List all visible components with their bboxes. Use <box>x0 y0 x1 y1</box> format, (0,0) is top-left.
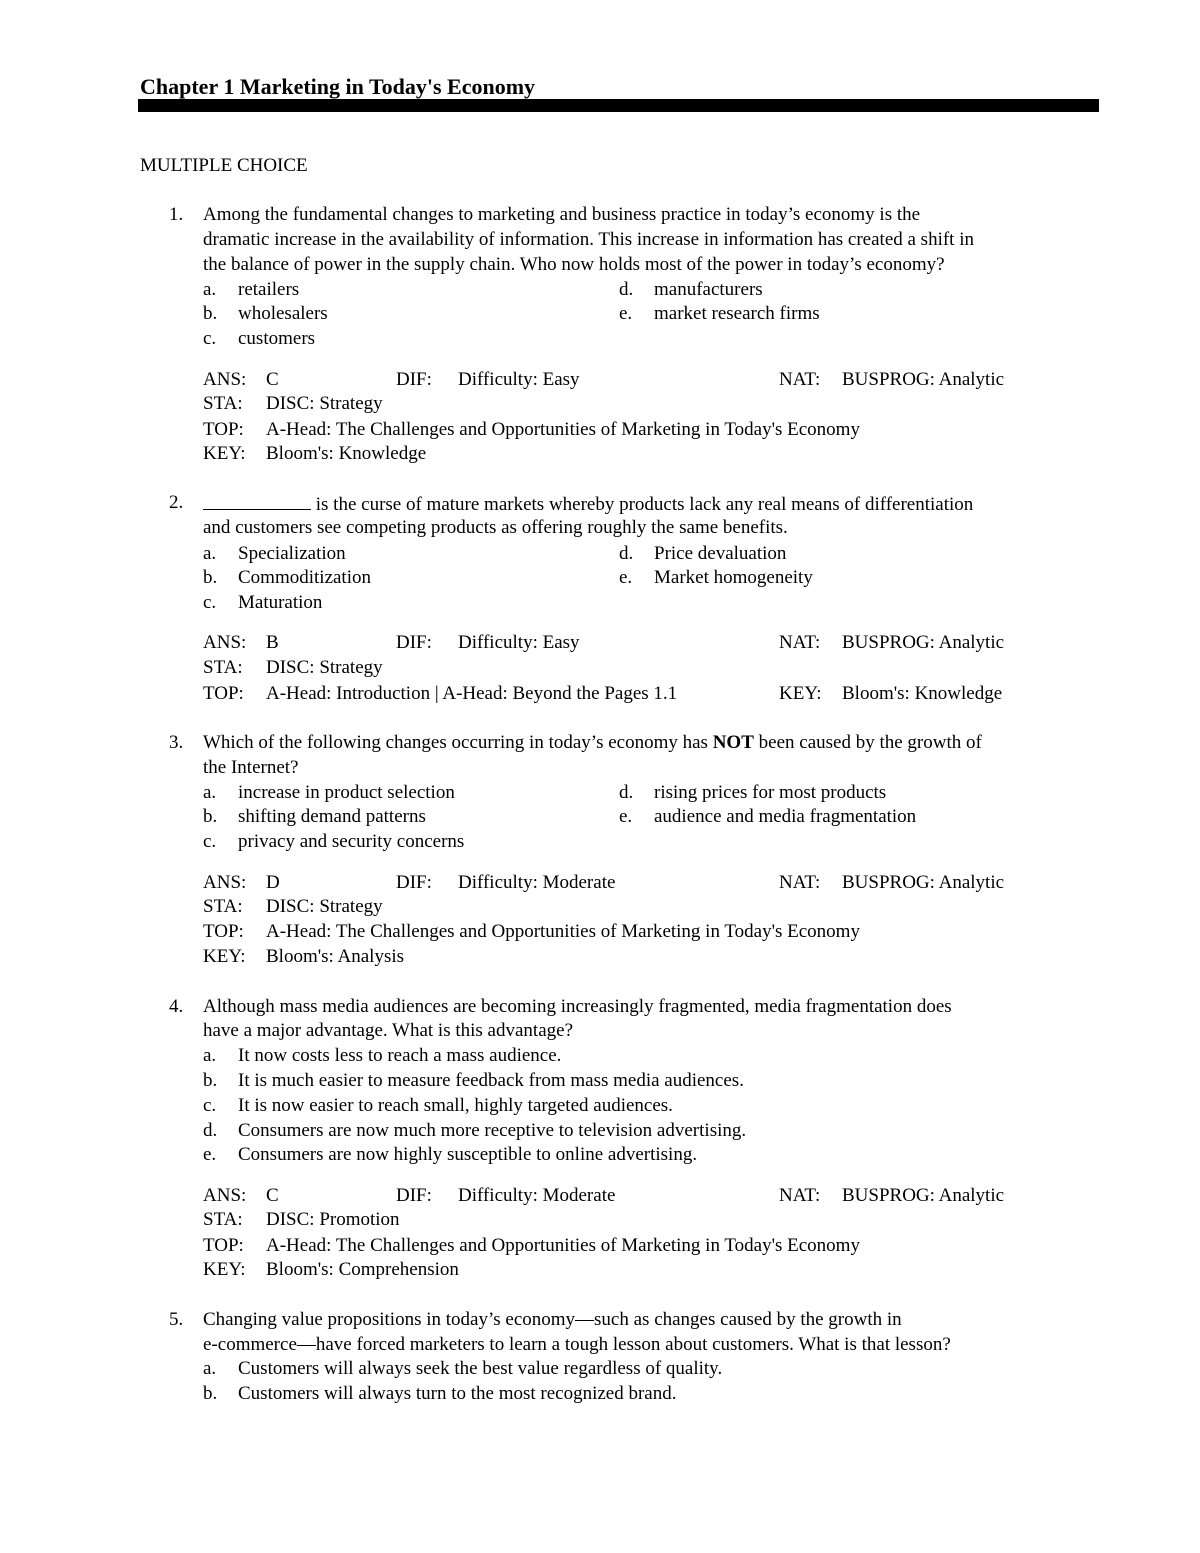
topic-label: TOP: <box>203 419 244 440</box>
option-text: Price devaluation <box>654 543 787 564</box>
nat-label: NAT: <box>779 632 821 653</box>
key-value: Bloom's: Knowledge <box>842 683 1003 704</box>
option-letter: b. <box>203 303 218 324</box>
option-b <box>203 1382 677 1406</box>
option-c <box>203 327 315 351</box>
question-text-line: dramatic increase in the availability of information. This increase in information has created a shift in <box>203 229 974 250</box>
option-text: retailers <box>238 279 300 300</box>
option-a <box>203 781 455 805</box>
option-c <box>203 830 464 854</box>
option-b <box>203 805 426 829</box>
sta-value: DISC: Promotion <box>266 1209 400 1230</box>
option-letter: b. <box>203 567 218 588</box>
key-label: KEY: <box>203 443 246 464</box>
question-text-line: have a major advantage. What is this advantage? <box>203 1020 573 1041</box>
question-text-line: Although mass media audiences are becoming increasingly fragmented, media fragmentation does <box>203 996 952 1017</box>
option-text: audience and media fragmentation <box>654 806 917 827</box>
option-letter: c. <box>203 592 217 613</box>
option-letter: a. <box>203 782 217 803</box>
difficulty-value: Difficulty: Easy <box>458 369 580 390</box>
difficulty-label: DIF: <box>396 872 432 893</box>
nat-label: NAT: <box>779 1185 821 1206</box>
difficulty-value: Difficulty: Moderate <box>458 872 616 893</box>
option-letter: e. <box>619 303 633 324</box>
topic-value: A-Head: The Challenges and Opportunities of Marketing in Today's Economy <box>266 921 860 942</box>
option-text: It now costs less to reach a mass audience. <box>238 1045 562 1066</box>
nat-value: BUSPROG: Analytic <box>842 1185 1005 1206</box>
sta-value: DISC: Strategy <box>266 896 383 917</box>
question-text-line <box>203 491 973 517</box>
option-text: manufacturers <box>654 279 763 300</box>
topic-label: TOP: <box>203 1235 244 1256</box>
key-label: KEY: <box>203 1259 246 1280</box>
sta-label: STA: <box>203 657 243 678</box>
answer-value: D <box>266 872 280 893</box>
option-d <box>203 1119 746 1143</box>
option-a <box>203 1044 561 1068</box>
title-rule <box>138 99 1099 112</box>
option-letter: e. <box>619 806 633 827</box>
question-number: 4. <box>169 996 184 1017</box>
option-text: shifting demand patterns <box>238 806 426 827</box>
option-a <box>203 542 346 566</box>
answer-label: ANS: <box>203 1185 247 1206</box>
option-text: privacy and security concerns <box>238 831 465 852</box>
option-letter: a. <box>203 1045 217 1066</box>
topic-label: TOP: <box>203 921 244 942</box>
option-text: rising prices for most products <box>654 782 887 803</box>
question-text-line: and customers see competing products as offering roughly the same benefits. <box>203 517 788 538</box>
section-heading: MULTIPLE CHOICE <box>140 155 308 176</box>
option-text: Specialization <box>238 543 346 564</box>
option-text: wholesalers <box>238 303 328 324</box>
option-e <box>619 805 916 829</box>
key-value: Bloom's: Analysis <box>266 946 405 967</box>
emphasis-text: NOT <box>712 732 754 753</box>
sta-label: STA: <box>203 896 243 917</box>
nat-value: BUSPROG: Analytic <box>842 369 1005 390</box>
option-letter: d. <box>619 543 634 564</box>
option-text: It is now easier to reach small, highly targeted audiences. <box>238 1095 673 1116</box>
nat-value: BUSPROG: Analytic <box>842 872 1005 893</box>
option-letter: e. <box>619 567 633 588</box>
option-letter: a. <box>203 1358 217 1379</box>
option-letter: e. <box>203 1144 217 1165</box>
option-letter: b. <box>203 806 218 827</box>
topic-value: A-Head: The Challenges and Opportunities of Marketing in Today's Economy <box>266 419 860 440</box>
option-letter: a. <box>203 543 217 564</box>
option-b <box>203 1069 744 1093</box>
answer-value: C <box>266 369 279 390</box>
option-c <box>203 591 322 615</box>
option-d <box>619 781 886 805</box>
option-letter: c. <box>203 831 217 852</box>
key-label: KEY: <box>779 683 822 704</box>
option-b <box>203 566 371 590</box>
option-letter: a. <box>203 279 217 300</box>
option-text: Maturation <box>238 592 323 613</box>
option-text: Customers will always turn to the most recognized brand. <box>238 1383 677 1404</box>
question-text-line: the balance of power in the supply chain. Who now holds most of the power in today’s economy? <box>203 254 945 275</box>
difficulty-label: DIF: <box>396 1185 432 1206</box>
option-text: Consumers are now much more receptive to television advertising. <box>238 1120 747 1141</box>
question-text-line: the Internet? <box>203 757 299 778</box>
option-d <box>619 542 786 566</box>
option-b <box>203 302 328 326</box>
question-text-line: Among the fundamental changes to marketing and business practice in today’s economy is the <box>203 204 921 225</box>
key-label: KEY: <box>203 946 246 967</box>
answer-blank <box>203 491 311 510</box>
sta-value: DISC: Strategy <box>266 657 383 678</box>
option-letter: c. <box>203 1095 217 1116</box>
answer-value: B <box>266 632 279 653</box>
question-text: Which of the following changes occurring in today’s economy has <box>203 732 713 753</box>
option-letter: b. <box>203 1070 218 1091</box>
option-a <box>203 1357 722 1381</box>
difficulty-label: DIF: <box>396 369 432 390</box>
option-text: customers <box>238 328 316 349</box>
nat-label: NAT: <box>779 872 821 893</box>
option-letter: d. <box>619 782 634 803</box>
question-number: 5. <box>169 1309 184 1330</box>
answer-label: ANS: <box>203 369 247 390</box>
option-letter: d. <box>203 1120 218 1141</box>
key-value: Bloom's: Knowledge <box>266 443 427 464</box>
topic-value: A-Head: Introduction | A-Head: Beyond the Pages 1.1 <box>266 683 678 704</box>
question-text-line: Changing value propositions in today’s economy—such as changes caused by the growth in <box>203 1309 902 1330</box>
difficulty-label: DIF: <box>396 632 432 653</box>
nat-label: NAT: <box>779 369 821 390</box>
option-c <box>203 1094 673 1118</box>
sta-value: DISC: Strategy <box>266 393 383 414</box>
option-letter: d. <box>619 279 634 300</box>
topic-value: A-Head: The Challenges and Opportunities of Marketing in Today's Economy <box>266 1235 860 1256</box>
option-e <box>619 302 820 326</box>
option-a <box>203 278 299 302</box>
option-text: increase in product selection <box>238 782 455 803</box>
question-text-line <box>203 731 982 755</box>
option-text: Consumers are now highly susceptible to online advertising. <box>238 1144 698 1165</box>
question-number: 2. <box>169 492 184 513</box>
question-text: is the curse of mature markets whereby products lack any real means of differentiation <box>311 494 974 515</box>
question-number: 1. <box>169 204 184 225</box>
option-d <box>619 278 763 302</box>
sta-label: STA: <box>203 393 243 414</box>
answer-label: ANS: <box>203 632 247 653</box>
option-text: It is much easier to measure feedback from mass media audiences. <box>238 1070 744 1091</box>
option-letter: c. <box>203 328 217 349</box>
chapter-title: Chapter 1 Marketing in Today's Economy <box>140 74 536 99</box>
key-value: Bloom's: Comprehension <box>266 1259 459 1280</box>
option-e <box>619 566 813 590</box>
option-text: Market homogeneity <box>654 567 813 588</box>
question-number: 3. <box>169 732 184 753</box>
difficulty-value: Difficulty: Moderate <box>458 1185 616 1206</box>
answer-label: ANS: <box>203 872 247 893</box>
topic-label: TOP: <box>203 683 244 704</box>
sta-label: STA: <box>203 1209 243 1230</box>
difficulty-value: Difficulty: Easy <box>458 632 580 653</box>
nat-value: BUSPROG: Analytic <box>842 632 1005 653</box>
option-text: Commoditization <box>238 567 371 588</box>
answer-value: C <box>266 1185 279 1206</box>
option-text: Customers will always seek the best value regardless of quality. <box>238 1358 723 1379</box>
option-letter: b. <box>203 1383 218 1404</box>
option-e <box>203 1143 697 1167</box>
option-text: market research firms <box>654 303 820 324</box>
question-text: been caused by the growth of <box>753 732 982 753</box>
question-text-line: e-commerce—have forced marketers to learn a tough lesson about customers. What is that lesson? <box>203 1334 951 1355</box>
